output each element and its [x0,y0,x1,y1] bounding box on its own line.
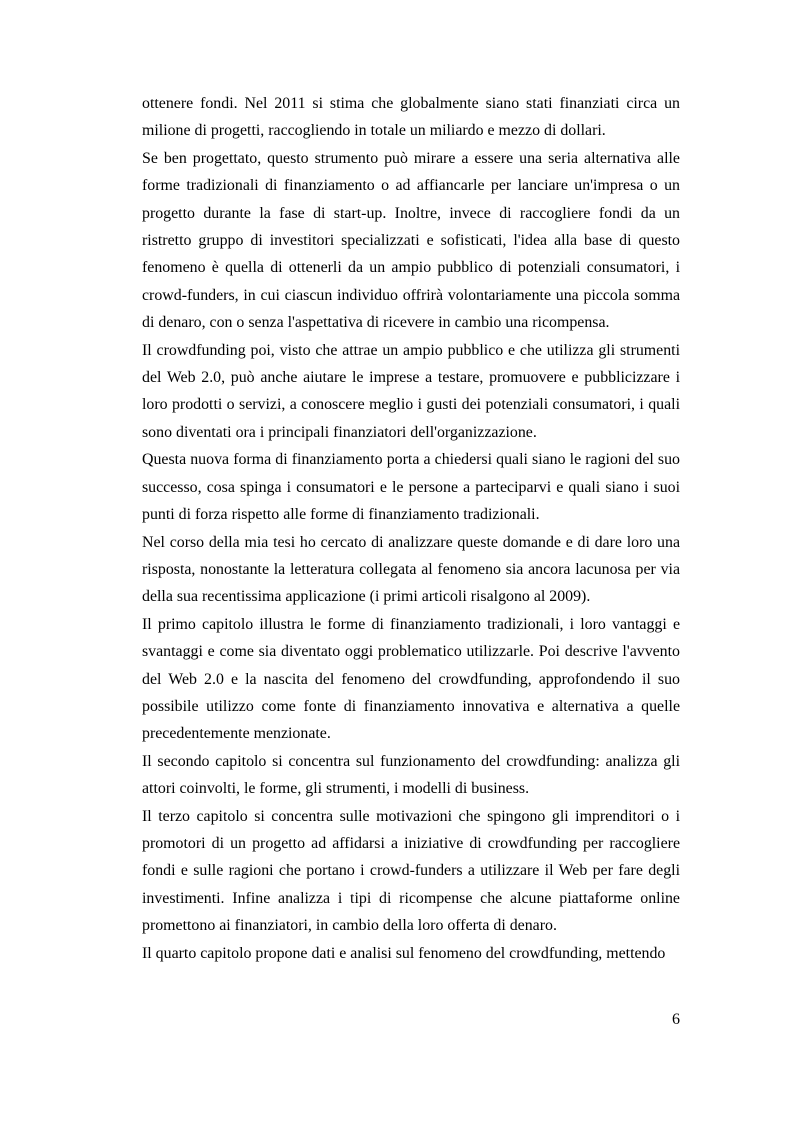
page-body [142,90,680,967]
paragraph-4: Questa nuova forma di finanziamento porta a chiedersi quali siano le ragioni del suo successo, cosa spinga i consumatori e le persone a parteciparvi e quali siano i suoi punti di forza rispetto alle forme di finanziamento tradizionali. [142,451,680,524]
paragraph-6: Il primo capitolo illustra le forme di finanziamento tradizionali, i loro vantaggi e svantaggi e come sia diventato oggi problematico utilizzarle. Poi descrive l'avvento del Web 2.0 e la nascita del fenomeno del crowdfunding, approfondendo il suo possibile utilizzo come fonte di finanziamento innovativa e alternativa a quelle precedentemente menzionate. [142,615,680,743]
paragraph-7: Il secondo capitolo si concentra sul funzionamento del crowdfunding: analizza gli attori coinvolti, le forme, gli strumenti, i modelli di business. [142,752,680,798]
paragraph-5: Nel corso della mia tesi ho cercato di analizzare queste domande e di dare loro una risposta, nonostante la letteratura collegata al fenomeno sia ancora lacunosa per via della sua recentissima applicazione (i primi articoli risalgono al 2009). [142,533,680,606]
paragraph-3: Il crowdfunding poi, visto che attrae un ampio pubblico e che utilizza gli strumenti del Web 2.0, può anche aiutare le imprese a testare, promuovere e pubblicizzare i loro prodotti o servizi, a conoscere meglio i gusti dei potenziali consumatori, i quali sono diventati ora i principali finanziatori dell'organizzazione. [142,341,680,441]
paragraph-2: Se ben progettato, questo strumento può mirare a essere una seria alternativa alle forme tradizionali di finanziamento o ad affiancarle per lanciare un'impresa o un progetto durante la fase di start-up. Inoltre, invece di raccogliere fondi da un ristretto gruppo di investitori specializzati e sofisticati, l'idea alla base di questo fenomeno è quella di ottenerli da un ampio pubblico di potenziali consumatori, i crowd-funders, in cui ciascun individuo offrirà volontariamente una piccola somma di denaro, con o senza l'aspettativa di ricevere in cambio una ricompensa. [142,149,680,332]
page-number: 6 [672,1011,680,1028]
paragraph-1: ottenere fondi. Nel 2011 si stima che globalmente siano stati finanziati circa un milione di progetti, raccogliendo in totale un miliardo e mezzo di dollari. [142,95,680,140]
paragraph-9: Il quarto capitolo propone dati e analisi sul fenomeno del crowdfunding, mettendo [142,944,666,962]
paragraph-8: Il terzo capitolo si concentra sulle motivazioni che spingono gli imprenditori o i promotori di un progetto ad affidarsi a iniziative di crowdfunding per raccogliere fondi e sulle ragioni che portano i crowd-funders a utilizzare il Web per fare degli investimenti. Infine analizza i tipi di ricompense che alcune piattaforme online promettono ai finanziatori, in cambio della loro offerta di denaro. [142,807,680,935]
